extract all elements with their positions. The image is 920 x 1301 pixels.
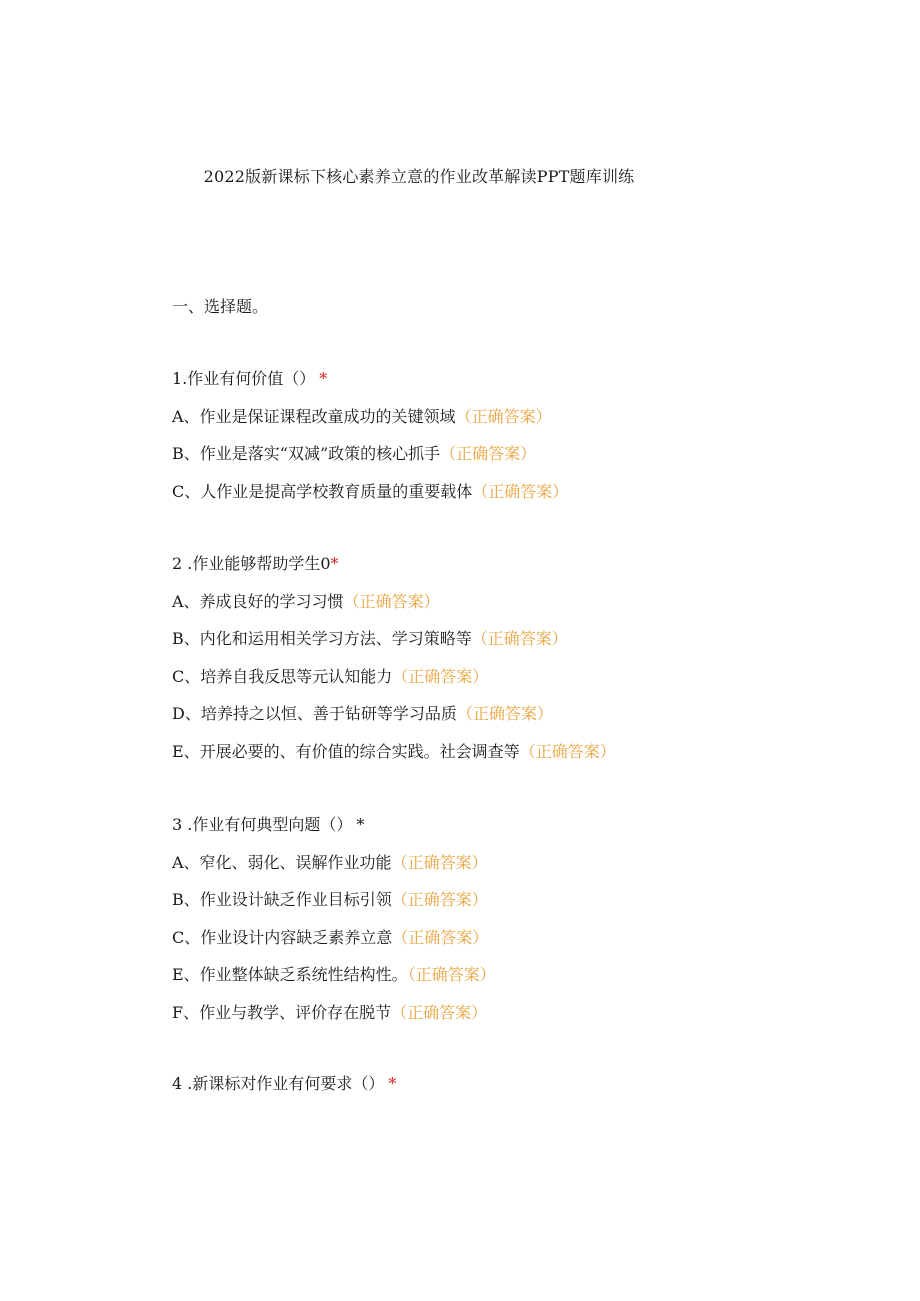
option-text: E、作业整体缺乏系统性结构性。 — [172, 965, 408, 984]
option-text: C、人作业是提高学校教育质量的重要载体 — [172, 481, 473, 501]
option-item[interactable] — [172, 664, 832, 690]
option-item[interactable] — [172, 441, 832, 467]
correct-answer-tag: （正确答案） — [391, 852, 488, 872]
option-item[interactable] — [172, 739, 832, 765]
correct-answer-tag: （正确答案） — [343, 591, 440, 611]
question-2 — [172, 551, 832, 776]
required-star-icon: * — [319, 369, 328, 388]
correct-answer-tag: （正确答案） — [391, 890, 488, 909]
required-star-icon: * — [330, 554, 339, 573]
option-item[interactable] — [172, 626, 832, 652]
required-star-icon: * — [356, 815, 365, 834]
option-item[interactable] — [172, 701, 832, 727]
option-item[interactable] — [172, 925, 832, 951]
correct-answer-tag: （正确答案） — [471, 629, 568, 648]
document-title: 2022版新课标下核心素养立意的作业改革解读PPT题库训练 — [203, 167, 635, 186]
correct-answer-tag: （正确答案） — [455, 406, 552, 426]
option-text: F、作业与教学、评价存在脱节 — [172, 1002, 392, 1022]
correct-answer-tag: （正确答案） — [407, 965, 496, 984]
option-text: B、作业设计缺乏作业目标引领 — [172, 890, 392, 909]
question-title — [172, 1071, 832, 1097]
correct-answer-tag: （正确答案） — [391, 1002, 488, 1022]
option-text: B、内化和运用相关学习方法、学习策略等 — [172, 629, 472, 648]
question-4 — [172, 1071, 832, 1109]
option-text: E、开展必要的、有价值的综合实践。社会调查等 — [172, 741, 520, 761]
option-item[interactable] — [172, 850, 832, 876]
correct-answer-tag: （正确答案） — [472, 481, 569, 501]
question-1 — [172, 366, 832, 516]
correct-answer-tag: （正确答案） — [456, 704, 553, 723]
option-item[interactable] — [172, 887, 832, 913]
option-text: A、作业是保证课程改童成功的关键领域 — [172, 406, 456, 426]
question-text: 1.作业有何价值（） — [172, 369, 316, 388]
question-title — [172, 551, 832, 577]
option-text: A、养成良好的学习习惯 — [172, 591, 344, 611]
correct-answer-tag: （正确答案） — [519, 741, 616, 761]
option-text: A、窄化、弱化、误解作业功能 — [172, 852, 392, 872]
correct-answer-tag: （正确答案） — [392, 666, 489, 686]
option-item[interactable] — [172, 1000, 832, 1026]
correct-answer-tag: （正确答案） — [392, 927, 489, 947]
correct-answer-tag: （正确答案） — [440, 444, 537, 463]
question-text: 4 .新课标对作业有何要求（） — [172, 1074, 385, 1093]
section-title: 一、选择题。 — [172, 297, 269, 316]
question-title — [172, 366, 832, 392]
option-item[interactable] — [172, 962, 832, 988]
option-text: B、作业是落实“双减”政策的核心抓手 — [172, 444, 441, 463]
question-text: 3 .作业有何典型向题（） — [172, 815, 353, 834]
question-title — [172, 812, 832, 838]
option-item[interactable] — [172, 404, 832, 430]
required-star-icon: * — [388, 1074, 397, 1093]
question-text: 2 .作业能够帮助学生0 — [172, 554, 331, 573]
option-text: D、培养持之以恒、善于钻研等学习品质 — [172, 704, 457, 723]
option-item[interactable] — [172, 479, 832, 505]
option-item[interactable] — [172, 589, 832, 615]
question-3 — [172, 812, 832, 1037]
option-text: C、作业设计内容缺乏素养立意 — [172, 927, 393, 947]
option-text: C、培养自我反思等元认知能力 — [172, 666, 393, 686]
